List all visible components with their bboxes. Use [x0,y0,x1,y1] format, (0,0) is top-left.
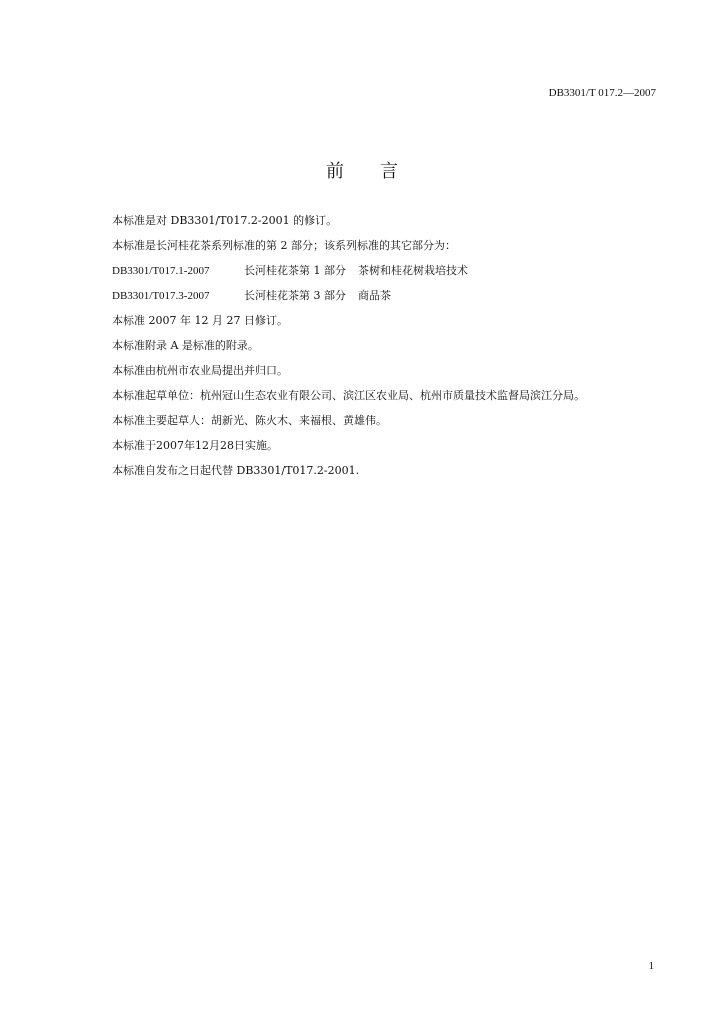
part-entry [112,286,660,311]
paragraph: 本标准附录 A 是标准的附录。 [112,339,259,352]
document-code-header: DB3301/T 017.2—2007 [548,87,656,99]
paragraph: 本标准自发布之日起代替 DB3301/T017.2-2001. [112,464,360,477]
paragraph: 本标准由杭州市农业局提出并归口。 [112,364,288,377]
paragraph: 本标准是长河桂花茶系列标准的第 2 部分；该系列标准的其它部分为： [112,239,456,252]
part-entry [112,261,660,286]
part-description: 茶树和桂花树栽培技术 [358,264,468,277]
document-body [112,211,660,486]
paragraph: 本标准于2007年12月28日实施。 [112,439,278,452]
part-name: 长河桂花茶第 3 部分 [244,289,346,302]
page-title: 前言 [326,161,434,182]
paragraph: 本标准主要起草人：胡新光、陈火木、来福根、黄雄伟。 [112,414,387,427]
part-name: 长河桂花茶第 1 部分 [244,264,346,277]
part-code: DB3301/T017.1-2007 [112,265,210,277]
page-number: 1 [648,960,654,972]
paragraph: 本标准起草单位：杭州冠山生态农业有限公司、滨江区农业局、杭州市质量技术监督局滨江分局。 [112,389,585,402]
paragraph: 本标准 2007 年 12 月 27 日修订。 [112,314,288,327]
paragraph: 本标准是对 DB3301/T017.2-2001 的修订。 [112,214,338,227]
part-description: 商品茶 [358,289,391,302]
part-code: DB3301/T017.3-2007 [112,290,210,302]
